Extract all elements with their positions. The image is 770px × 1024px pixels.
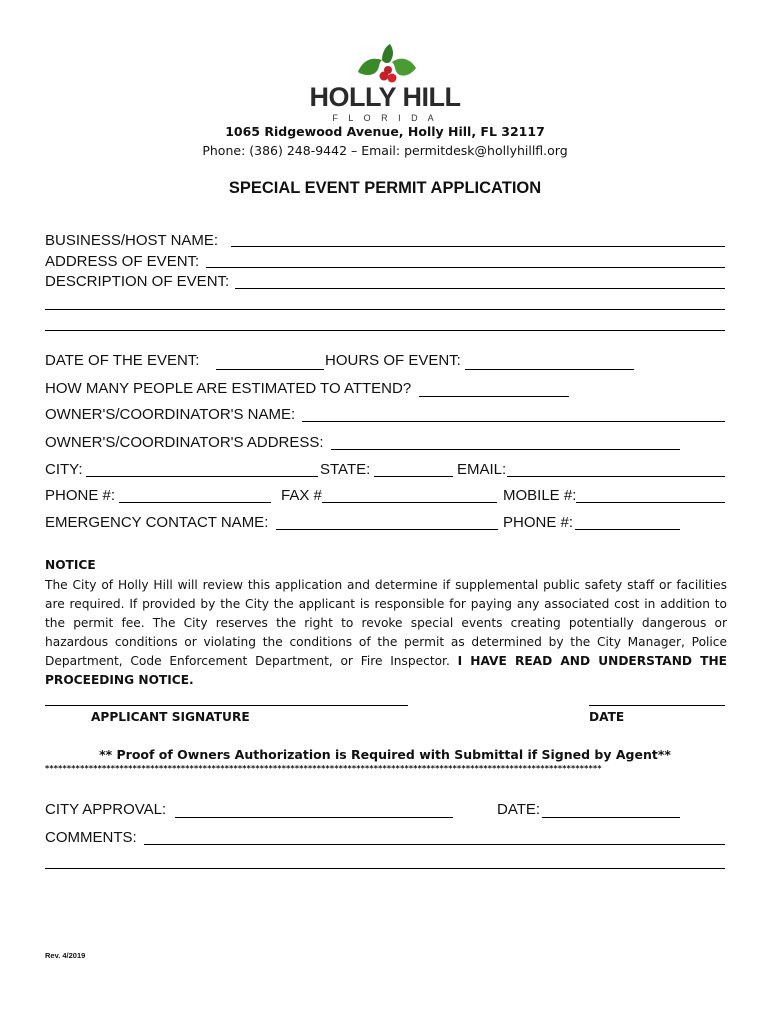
mobile-label: MOBILE #:	[503, 487, 577, 504]
phone-label: PHONE #:	[45, 487, 116, 504]
form-title: SPECIAL EVENT PERMIT APPLICATION	[228, 179, 542, 197]
people-estimate-label: HOW MANY PEOPLE ARE ESTIMATED TO ATTEND?	[45, 380, 412, 397]
comments-field-1[interactable]	[144, 844, 725, 845]
date-of-event-field[interactable]	[216, 369, 324, 370]
approval-date-field[interactable]	[542, 817, 680, 818]
fax-field[interactable]	[322, 502, 497, 503]
logo-subtitle: F L O R I D A	[332, 113, 438, 123]
fax-label: FAX #	[281, 487, 322, 504]
mobile-field[interactable]	[576, 502, 725, 503]
people-estimate-field[interactable]	[419, 396, 569, 397]
address-of-event-label: ADDRESS OF EVENT:	[45, 253, 200, 270]
header-address: 1065 Ridgewood Avenue, Holly Hill, FL 32117	[225, 124, 545, 139]
applicant-signature-field[interactable]	[45, 705, 408, 706]
state-label: STATE:	[320, 461, 371, 478]
approval-date-label: DATE:	[497, 801, 541, 818]
city-field[interactable]	[86, 476, 318, 477]
description-label: DESCRIPTION OF EVENT:	[45, 273, 230, 290]
separator-line: *******************************************************************************************************************************	[45, 764, 602, 773]
owner-name-field[interactable]	[302, 421, 725, 422]
state-field[interactable]	[374, 476, 453, 477]
owner-address-field[interactable]	[331, 449, 680, 450]
applicant-signature-label: APPLICANT SIGNATURE	[91, 710, 250, 724]
emergency-phone-label: PHONE #:	[503, 514, 574, 531]
header-contact: Phone: (386) 248-9442 – Email: permitdesk@hollyhillfl.org	[202, 143, 568, 158]
notice-body	[45, 576, 727, 690]
notice-heading: NOTICE	[45, 558, 96, 572]
description-field-3[interactable]	[45, 330, 725, 331]
owner-address-label: OWNER'S/COORDINATOR'S ADDRESS:	[45, 434, 324, 451]
city-approval-field[interactable]	[175, 817, 453, 818]
city-approval-label: CITY APPROVAL:	[45, 801, 167, 818]
signature-date-field[interactable]	[589, 705, 725, 706]
city-label: CITY:	[45, 461, 83, 478]
hours-of-event-label: HOURS OF EVENT:	[325, 352, 461, 369]
revision-label: Rev. 4/2019	[45, 951, 86, 960]
date-of-event-label: DATE OF THE EVENT:	[45, 352, 200, 369]
business-host-field[interactable]	[231, 246, 725, 247]
description-field-1[interactable]	[235, 288, 725, 289]
signature-date-label: DATE	[589, 710, 625, 724]
comments-label: COMMENTS:	[45, 829, 137, 846]
emergency-contact-field[interactable]	[276, 529, 498, 530]
holly-leaf-logo-icon	[352, 42, 422, 86]
address-of-event-field[interactable]	[206, 267, 725, 268]
email-field[interactable]	[507, 476, 725, 477]
description-field-2[interactable]	[45, 309, 725, 310]
comments-field-2[interactable]	[45, 868, 725, 869]
emergency-phone-field[interactable]	[575, 529, 680, 530]
hours-of-event-field[interactable]	[465, 369, 634, 370]
phone-field[interactable]	[119, 502, 271, 503]
notice-body-text: The City of Holly Hill will review this application and determine if supplemental public safety staff or facilities are required. If provided by the City the applicant is responsible for paying any associated cost in addition to the permit fee. The City reserves the right to revoke special events creating potentially dangerous or hazardous conditions or violating the conditions of the permit as determined by the City Manager, Police Department, Code Enforcement Department, or Fire Inspector.	[45, 578, 727, 668]
email-label: EMAIL:	[457, 461, 507, 478]
notice-acknowledgement: I HAVE READ AND UNDERSTAND THE PROCEEDING NOTICE.	[45, 654, 728, 687]
emergency-contact-label: EMERGENCY CONTACT NAME:	[45, 514, 269, 531]
owner-name-label: OWNER'S/COORDINATOR'S NAME:	[45, 406, 296, 423]
agent-note: ** Proof of Owners Authorization is Required with Submittal if Signed by Agent**	[99, 747, 671, 762]
business-host-label: BUSINESS/HOST NAME:	[45, 232, 219, 249]
logo-name: HOLLY HILL	[309, 82, 461, 112]
